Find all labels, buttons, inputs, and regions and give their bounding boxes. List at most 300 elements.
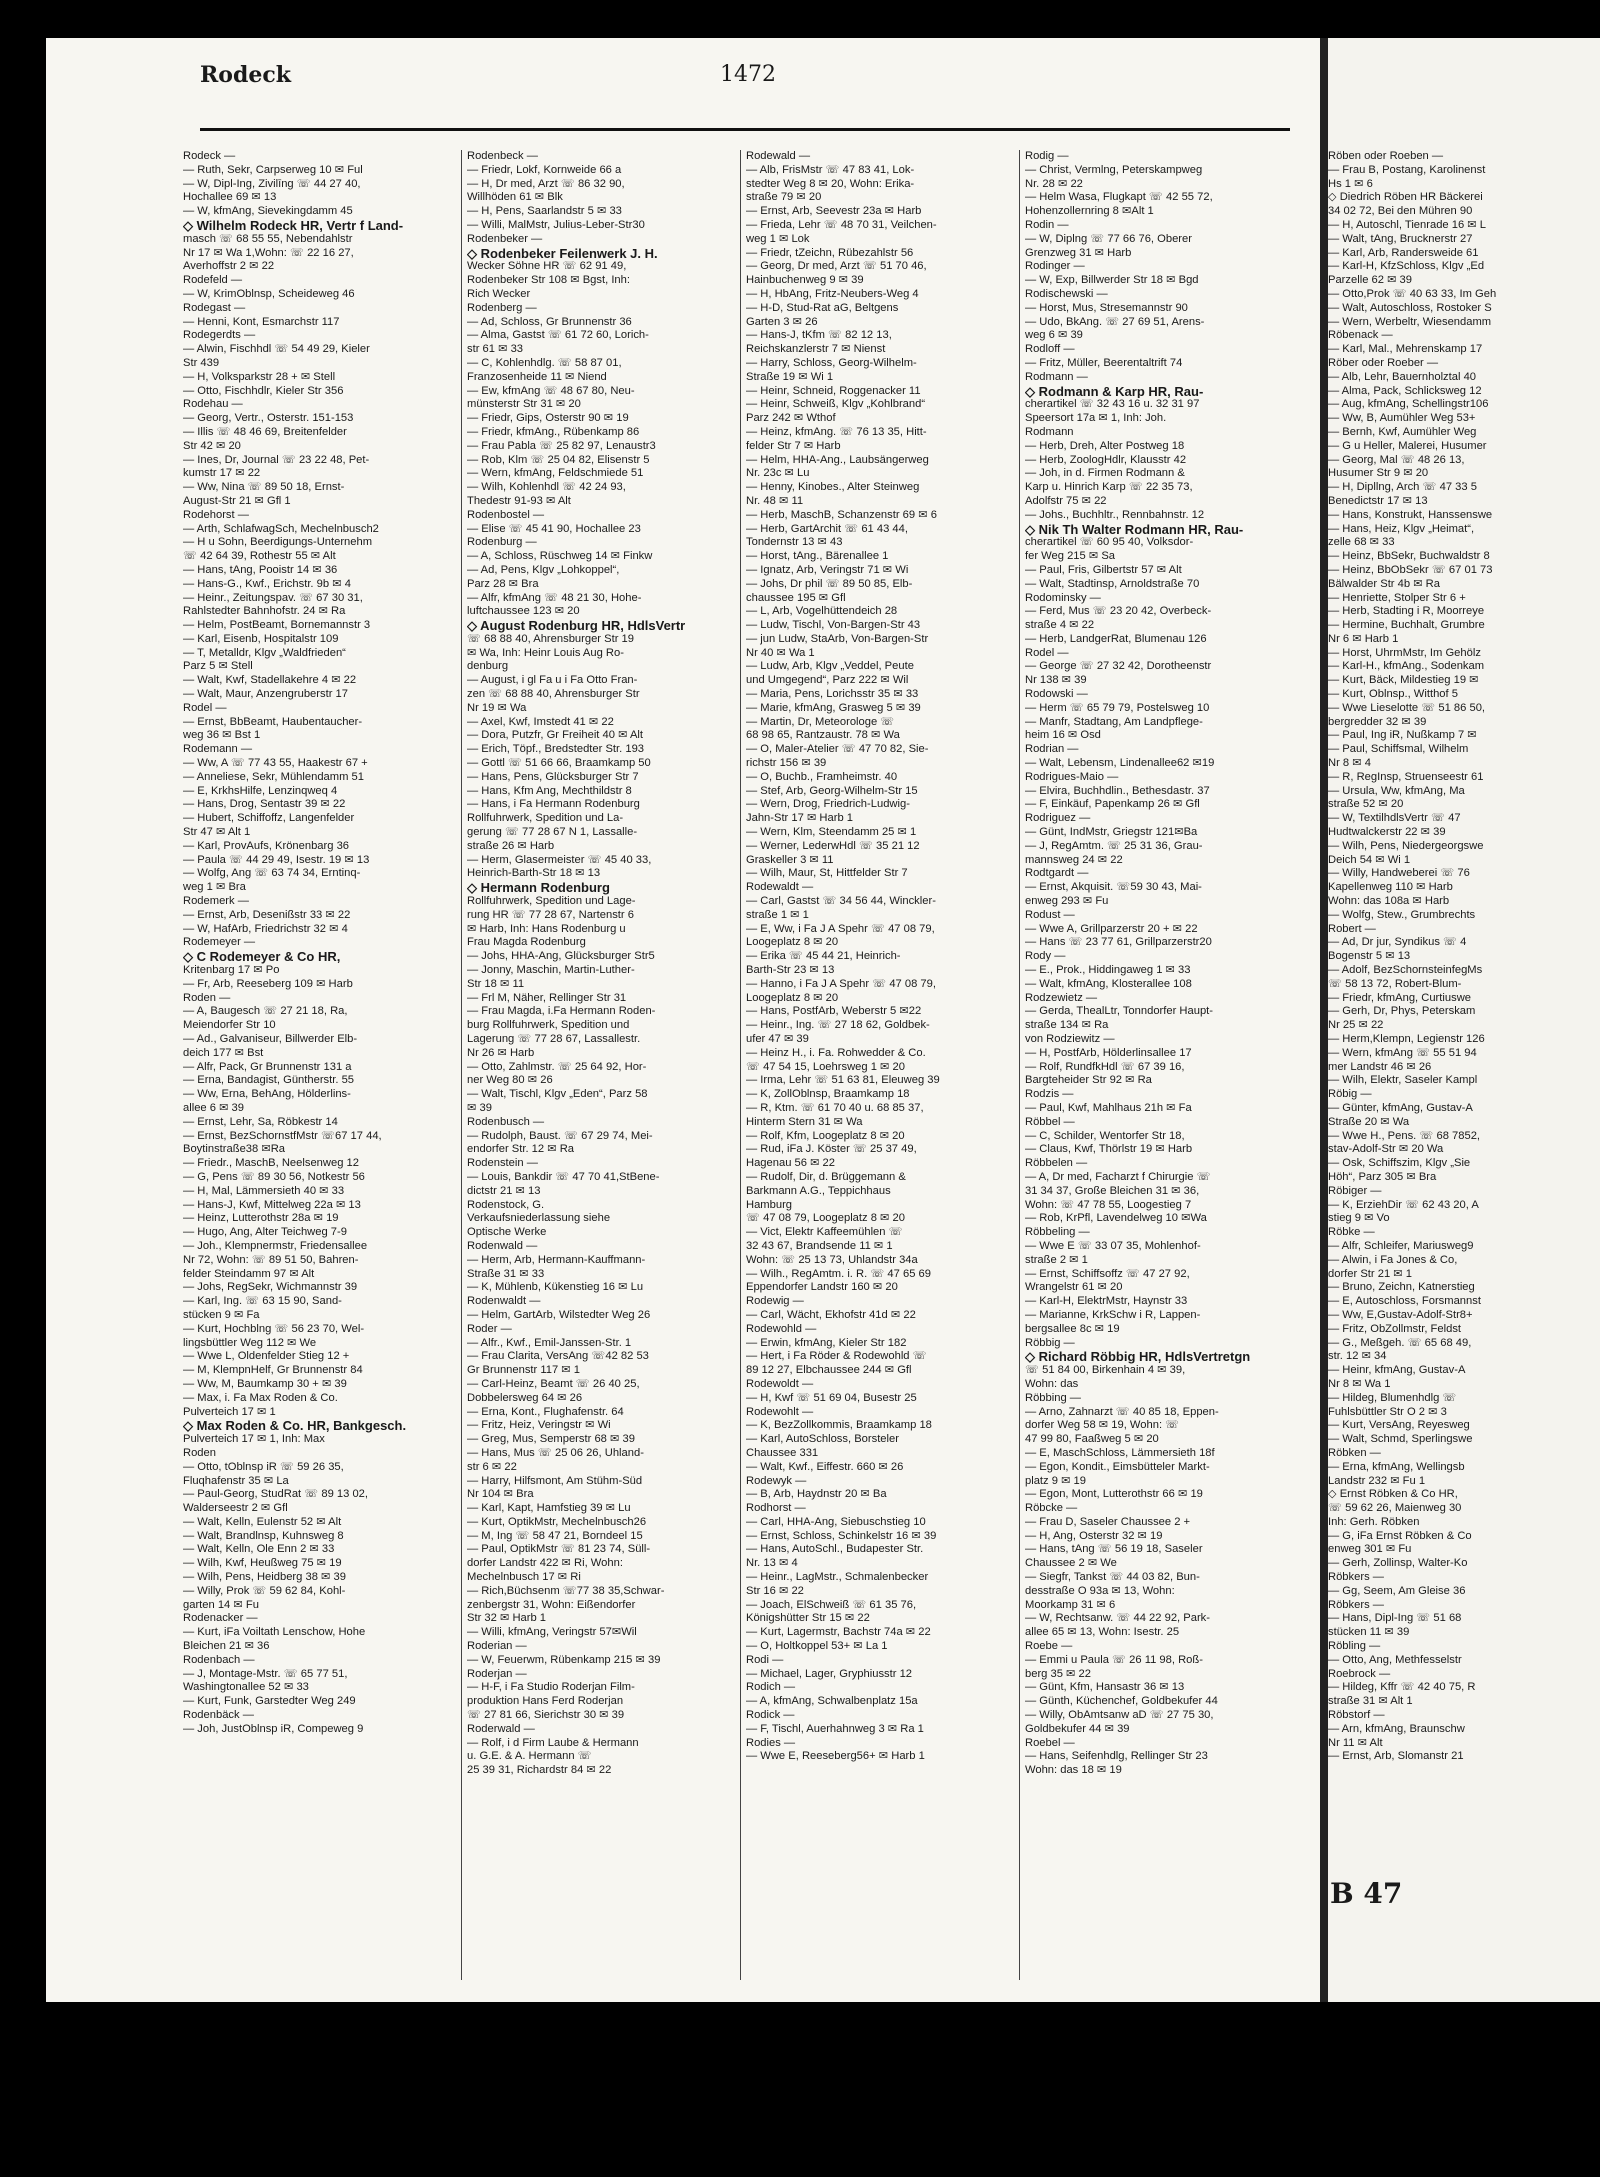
directory-entry-line: — J, Montage-Mstr. ☏ 65 77 51,	[183, 1667, 348, 1680]
directory-entry-line: — Manfr, Stadtang, Am Landpflege-	[1025, 715, 1203, 728]
directory-entry-line: Rodrian —	[1025, 743, 1079, 756]
directory-entry-line: Röbkers —	[1328, 1571, 1384, 1584]
directory-entry-line: Rollfuhrwerk, Spedition und Lage-	[467, 895, 636, 908]
directory-entry-line: Nr 19 ✉ Wa	[467, 701, 527, 714]
directory-entry-line: — Ew, kfmAng ☏ 48 67 80, Neu-	[467, 384, 635, 397]
directory-entry-line: — Erich, Töpf., Bredstedter Str. 193	[467, 743, 645, 756]
directory-entry-line: Reichskanzlerstr 7 ✉ Nienst	[746, 343, 886, 356]
directory-entry-line: — H, Dipllng, Arch ☏ 47 33 5	[1328, 481, 1477, 494]
directory-entry-line: — K, BezZollkommis, Braamkamp 18	[746, 1419, 932, 1432]
directory-entry-line: — Otto, Ang, Methfesselstr	[1328, 1653, 1462, 1666]
directory-entry-line: — O, Maler-Atelier ☏ 47 70 82, Sie-	[746, 743, 929, 756]
directory-entry-line: — Harry, Schloss, Georg-Wilhelm-	[746, 356, 917, 369]
directory-entry-line: — Heinr., Zeitungspav. ☏ 67 30 31,	[183, 591, 363, 604]
directory-entry-line: — Alwin, i Fa Jones & Co,	[1328, 1253, 1458, 1266]
directory-entry-line: — Gerh, Dr, Phys, Peterskam	[1328, 1005, 1476, 1018]
directory-entry-line: — Hans, i Fa Hermann Rodenburg	[467, 798, 640, 811]
directory-entry-line: Rodewoldt —	[746, 1377, 814, 1390]
directory-entry-line: — Illis ☏ 48 46 69, Breitenfelder	[183, 425, 347, 438]
directory-entry-line: — Hans, Drog, Sentastr 39 ✉ 22	[183, 798, 346, 811]
directory-entry-line: Roebe —	[1025, 1640, 1073, 1653]
directory-entry-line: — Günt, IndMstr, Griegstr 121✉Ba	[1025, 826, 1198, 839]
directory-entry-line: — Rob, KrPfl, Lavendelweg 10 ✉Wa	[1025, 1212, 1207, 1225]
directory-entry-line: produktion Hans Ferd Roderjan	[467, 1695, 624, 1708]
directory-entry-line: luftchaussee 123 ✉ 20	[467, 605, 580, 618]
directory-entry-line: — Marianne, KrkSchw i R, Lappen-	[1025, 1308, 1201, 1321]
directory-entry-line: Roderian —	[467, 1640, 527, 1653]
directory-entry-line: — Johs, Dr phil ☏ 89 50 85, Elb-	[746, 577, 913, 590]
directory-entry-line: stedter Weg 8 ✉ 20, Wohn: Erika-	[746, 177, 915, 190]
directory-entry-line: Rodewohld —	[746, 1322, 817, 1335]
directory-entry-line: dorfer Landstr 422 ✉ Ri, Wohn:	[467, 1557, 623, 1570]
directory-entry-line: Jahn-Str 17 ✉ Harb 1	[746, 812, 854, 825]
directory-entry-line: Verkaufsniederlassung siehe	[467, 1212, 611, 1225]
page-gutter	[1320, 38, 1328, 2002]
directory-entry-line: — Ernst, Schloss, Schinkelstr 16 ✉ 39	[746, 1529, 937, 1542]
directory-entry-line: — J, RegAmtm. ☏ 25 31 36, Grau-	[1025, 839, 1203, 852]
directory-entry-line: Hochallee 69 ✉ 13	[183, 191, 277, 204]
directory-entry-line: — Paul, Schiffsmal, Wilhelm	[1328, 743, 1469, 756]
directory-entry-line: Rodig —	[1025, 150, 1069, 162]
directory-entry-line: — Karl, Kapt, Hamfstieg 39 ✉ Lu	[467, 1502, 631, 1515]
directory-entry-line: — Alfr, Schleifer, Mariusweg9	[1328, 1239, 1474, 1252]
directory-entry-line: — K, ErziehDir ☏ 62 43 20, A	[1328, 1198, 1479, 1211]
directory-entry-line: — Frieda, Lehr ☏ 48 70 31, Veilchen-	[746, 218, 937, 231]
directory-entry-line: — E, MaschSchloss, Lämmersieth 18f	[1025, 1446, 1215, 1459]
directory-entry-line: — Herm ☏ 65 79 79, Postelsweg 10	[1025, 701, 1210, 714]
directory-entry-line: — H-F, i Fa Studio Roderjan Film-	[467, 1681, 635, 1694]
directory-entry-line: — Alma, Pack, Schlicksweg 12	[1328, 384, 1482, 397]
directory-entry-line: — H, Ang, Osterstr 32 ✉ 19	[1025, 1529, 1163, 1542]
directory-entry-line: — Herb, MaschB, Schanzenstr 69 ✉ 6	[746, 508, 937, 521]
directory-entry-line: Frau Magda Rodenburg	[467, 936, 586, 949]
directory-entry-line: heim 16 ✉ Osd	[1025, 729, 1101, 742]
directory-entry-line: — Heinr., Ing. ☏ 27 18 62, Goldbek-	[746, 1019, 930, 1032]
directory-entry-line: — Marie, kfmAng, Grasweg 5 ✉ 39	[746, 701, 921, 714]
directory-entry-line: weg 36 ✉ Bst 1	[183, 729, 261, 742]
directory-entry-line: Graskeller 3 ✉ 11	[746, 853, 834, 866]
directory-entry-line: Röbbel —	[1025, 1115, 1075, 1128]
directory-entry-line: — Wolfg, Stew., Grumbrechts	[1328, 908, 1476, 921]
directory-entry-line: Parz 28 ✉ Bra	[467, 577, 539, 590]
directory-entry-line: — Alwin, Fischhdl ☏ 54 49 29, Kieler	[183, 343, 370, 356]
directory-entry-line: — Frau Clarita, VersAng ☏42 82 53	[467, 1350, 649, 1363]
directory-entry-line: Wohn: das 18 ✉ 19	[1025, 1764, 1122, 1777]
directory-entry-line: Rodloff —	[1025, 343, 1075, 356]
directory-entry-line: Parz 242 ✉ Wthof	[746, 412, 836, 425]
directory-entry-line: — Alfr., Kwf., Emil-Janssen-Str. 1	[467, 1336, 632, 1349]
directory-entry-line: — Hubert, Schiffoffz, Langenfelder	[183, 812, 355, 825]
directory-entry-line: ◇ Richard Röbbig HR, HdlsVertretgn	[1025, 1350, 1251, 1365]
directory-entry-line: — Rudolf, Dir, d. Brüggemann &	[746, 1170, 906, 1183]
directory-entry-line: ◇ Rodmann & Karp HR, Rau-	[1025, 384, 1204, 399]
directory-entry-line: — Stef, Arb, Georg-Wilhelm-Str 15	[746, 784, 918, 797]
directory-entry-line: Hudtwalckerstr 22 ✉ 39	[1328, 826, 1446, 839]
directory-entry-line: — M, KlempnHelf, Gr Brunnenstr 84	[183, 1364, 363, 1377]
directory-entry-line: — Vict, Elektr Kaffeemühlen ☏	[746, 1226, 903, 1239]
directory-entry-line: Rodegerdts —	[183, 329, 256, 342]
directory-entry-line: denburg	[467, 660, 509, 673]
directory-entry-line: Hamburg	[746, 1198, 793, 1211]
directory-entry-line: — Hans-G., Kwf., Erichstr. 9b ✉ 4	[183, 577, 351, 590]
directory-entry-line: — Herb, GartArchit ☏ 61 43 44,	[746, 522, 908, 535]
directory-entry-line: — F, Einkäuf, Papenkamp 26 ✉ Gfl	[1025, 798, 1200, 811]
directory-entry-line: — Willy, ObAmtsanw aD ☏ 27 75 30,	[1025, 1709, 1214, 1722]
directory-entry-line: Röbenack —	[1328, 329, 1393, 342]
page-number: 1472	[720, 62, 776, 87]
directory-entry-line: — Arn, kfmAng, Braunschw	[1328, 1722, 1465, 1735]
directory-entry-line: — Herb, ZoologHdlr, Klausstr 42	[1025, 453, 1187, 466]
directory-entry-line: desstraße O 93a ✉ 13, Wohn:	[1025, 1584, 1175, 1597]
directory-entry-line: — Fr, Arb, Reeseberg 109 ✉ Harb	[183, 977, 353, 990]
directory-entry-line: ◇ Wilhelm Rodeck HR, Vertr f Land-	[183, 218, 404, 233]
directory-entry-line: — Joh, JustOblnsp iR, Compeweg 9	[183, 1722, 364, 1735]
directory-entry-line: Karp u. Hinrich Karp ☏ 22 35 73,	[1025, 481, 1193, 494]
directory-entry-line: — Paul, OptikMstr ☏ 81 23 74, Süll-	[467, 1543, 651, 1556]
directory-entry-line: stieg 9 ✉ Vo	[1328, 1212, 1390, 1225]
directory-entry-line: — Joach, ElSchweiß ☏ 61 35 76,	[746, 1598, 917, 1611]
directory-entry-line: Röber oder Roeber —	[1328, 356, 1439, 369]
directory-entry-line: — Rud, iFa J. Köster ☏ 25 37 49,	[746, 1143, 917, 1156]
directory-entry-line: Averhoffstr 2 ✉ 22	[183, 260, 275, 273]
directory-entry-line: Rodel —	[1025, 646, 1069, 659]
header-title: Rodeck	[200, 62, 291, 88]
directory-entry-line: Nr 104 ✉ Bra	[467, 1488, 534, 1501]
directory-entry-line: — Erna, Bandagist, Güntherstr. 55	[183, 1074, 355, 1087]
directory-entry-line: — Heinr, Schneid, Roggenacker 11	[746, 384, 921, 397]
directory-entry-line: — Karl, Arb, Randersweide 61	[1328, 246, 1479, 259]
directory-entry-line: — Helm Wasa, Flugkapt ☏ 42 55 72,	[1025, 191, 1213, 204]
directory-entry-line: Bleichen 21 ✉ 36	[183, 1640, 270, 1653]
directory-entry-line: — Paul-Georg, StudRat ☏ 89 13 02,	[183, 1488, 369, 1501]
directory-entry-line: — Wern, kfmAng ☏ 55 51 94	[1328, 1046, 1477, 1059]
directory-entry-line: — Heinz, BbSekr, Buchwaldstr 8	[1328, 550, 1490, 563]
directory-entry-line: — Horst, tAng., Bärenallee 1	[746, 550, 889, 563]
directory-entry-line: — Ad, Pens, Klgv „Lohkoppel“,	[467, 563, 620, 576]
footer-mark: B 47	[1330, 1877, 1403, 1910]
directory-entry-line: — Joh, in d. Firmen Rodmann &	[1025, 467, 1185, 480]
directory-entry-line: — W, TextilhdlsVertr ☏ 47	[1328, 812, 1461, 825]
directory-entry-line: Rodeck —	[183, 150, 236, 162]
directory-entry-line: — Axel, Kwf, Imstedt 41 ✉ 22	[467, 715, 614, 728]
directory-entry-line: Röbbeling —	[1025, 1226, 1090, 1239]
directory-entry-line: 32 43 67, Brandsende 11 ✉ 1	[746, 1239, 893, 1252]
directory-entry-line: — Karl, Eisenb, Hospitalstr 109	[183, 632, 339, 645]
directory-entry-line: — Kurt, iFa Voiltath Lenschow, Hohe	[183, 1626, 366, 1639]
directory-entry-line: — Ernst, Arb, Slomanstr 21	[1328, 1750, 1464, 1763]
directory-entry-line: — Hans, AutoSchl., Budapester Str.	[746, 1543, 924, 1556]
directory-entry-line: straße 31 ✉ Alt 1	[1328, 1695, 1413, 1708]
directory-entry-line: — Ernst, Arb, Desenißstr 33 ✉ 22	[183, 908, 351, 921]
directory-entry-line: — Ww, M, Baumkamp 30 + ✉ 39	[183, 1377, 347, 1390]
directory-entry-line: — Hans, Konstrukt, Hanssenswe	[1328, 508, 1493, 521]
directory-entry-line: — Elise ☏ 45 41 90, Hochallee 23	[467, 522, 641, 535]
directory-entry-line: Rich Wecker	[467, 287, 531, 300]
directory-entry-line: — Heinz, kfmAng. ☏ 76 13 35, Hitt-	[746, 425, 927, 438]
directory-entry-line: — Henny, Kinobes., Alter Steinweg	[746, 481, 920, 494]
directory-entry-line: ◇ Diedrich Röben HR Bäckerei	[1328, 191, 1483, 204]
directory-entry-line: str 6 ✉ 22	[467, 1460, 517, 1473]
directory-entry-line: — Erna, Kont., Flughafenstr. 64	[467, 1405, 624, 1418]
directory-entry-line: — Paul, Ing iR, Nußkamp 7 ✉	[1328, 729, 1477, 742]
column-divider	[740, 150, 741, 1980]
directory-entry-line: ◇ Hermann Rodenburg	[467, 881, 610, 896]
directory-entry-line: — W, KrimOblnsp, Scheideweg 46	[183, 287, 355, 300]
directory-entry-line: 47 99 80, Faaßweg 5 ✉ 20	[1025, 1433, 1159, 1446]
directory-entry-line: Loogeplatz 8 ✉ 20	[746, 991, 839, 1004]
directory-entry-line: — Frau Pabla ☏ 25 82 97, Lenaustr3	[467, 439, 656, 452]
directory-entry-line: Str 47 ✉ Alt 1	[183, 826, 251, 839]
directory-entry-line: — Hildeg, Kffr ☏ 42 40 75, R	[1328, 1681, 1476, 1694]
directory-entry-line: — Karl-H, KfzSchloss, Klgv „Ed	[1328, 260, 1485, 273]
directory-entry-line: — Ernst, BbBeamt, Haubentaucher-	[183, 715, 363, 728]
directory-entry-line: — Martin, Dr, Meteorologe ☏	[746, 715, 895, 728]
directory-entry-line: — Kurt, VersAng, Reyesweg	[1328, 1419, 1470, 1432]
directory-entry-line: straße 26 ✉ Harb	[467, 839, 555, 852]
directory-entry-line: Hs 1 ✉ 6	[1328, 177, 1373, 190]
directory-entry-line: — Ignatz, Arb, Veringstr 71 ✉ Wi	[746, 563, 909, 576]
directory-entry-line: — Gerda, ThealLtr, Tonndorfer Haupt-	[1025, 1005, 1214, 1018]
directory-entry-line: weg 1 ✉ Lok	[746, 232, 810, 245]
directory-entry-line: Röbbig —	[1025, 1336, 1075, 1349]
directory-entry-line: — Rolf, Kfm, Loogeplatz 8 ✉ 20	[746, 1129, 905, 1142]
directory-entry-line: Nr 6 ✉ Harb 1	[1328, 632, 1399, 645]
directory-entry-line: enweg 293 ✉ Fu	[1025, 895, 1109, 908]
directory-entry-line: Rodemerk —	[183, 895, 249, 908]
directory-entry-line: — Friedr, Lokf, Kornweide 66 a	[467, 163, 622, 176]
directory-entry-line: — Hans ☏ 23 77 61, Grillparzerstr20	[1025, 936, 1212, 949]
directory-entry-line: — Wilh, Pens, Heidberg 38 ✉ 39	[183, 1571, 346, 1584]
directory-entry-line: ☏ 47 08 79, Loogeplatz 8 ✉ 20	[746, 1212, 905, 1225]
directory-entry-line: — Walt, Kelln, Ole Enn 2 ✉ 33	[183, 1543, 335, 1556]
directory-entry-line: Nr 8 ✉ 4	[1328, 757, 1371, 770]
directory-entry-line: — Wilh, Kwf, Heußweg 75 ✉ 19	[183, 1557, 342, 1570]
directory-entry-line: — Osk, Schiffszim, Klgv „Sie	[1328, 1157, 1471, 1170]
directory-entry-line: — Wwe A, Grillparzerstr 20 + ✉ 22	[1025, 922, 1198, 935]
directory-entry-line: — Ad, Schloss, Gr Brunnenstr 36	[467, 315, 632, 328]
directory-column-3	[746, 150, 1004, 1764]
directory-entry-line: — Johs., Buchhltr., Rennbahnstr. 12	[1025, 508, 1205, 521]
directory-entry-line: Optische Werke	[467, 1226, 547, 1239]
page-header	[200, 62, 1290, 102]
directory-entry-line: Rodenbach —	[183, 1653, 255, 1666]
directory-entry-line: ✉ 39	[467, 1101, 492, 1114]
directory-entry-line: — Frau D, Saseler Chaussee 2 +	[1025, 1515, 1191, 1528]
directory-entry-line: fer Weg 215 ✉ Sa	[1025, 550, 1116, 563]
directory-entry-line: Straße 20 ✉ Wa	[1328, 1115, 1410, 1128]
directory-entry-line: — Friedr., MaschB, Neelsenweg 12	[183, 1157, 359, 1170]
directory-entry-line: straße 79 ✉ 20	[746, 191, 822, 204]
directory-entry-line: — Udo, BkAng. ☏ 27 69 51, Arens-	[1025, 315, 1205, 328]
directory-entry-line: str 61 ✉ 33	[467, 343, 524, 356]
directory-entry-line: Benedictstr 17 ✉ 13	[1328, 494, 1428, 507]
directory-entry-line: — Ernst, BezSchornstfMstr ☏67 17 44,	[183, 1129, 382, 1142]
directory-entry-line: — Helm, PostBeamt, Bornemannstr 3	[183, 619, 371, 632]
directory-entry-line: 31 34 37, Große Bleichen 31 ✉ 36,	[1025, 1184, 1200, 1197]
directory-entry-line: Bargteheider Str 92 ✉ Ra	[1025, 1074, 1152, 1087]
directory-entry-line: — Wilh, Pens, Niedergeorgswe	[1328, 839, 1484, 852]
directory-entry-line: — H, Volksparkstr 28 + ✉ Stell	[183, 370, 336, 383]
directory-entry-line: — H, HbAng, Fritz-Neubers-Weg 4	[746, 287, 919, 300]
directory-entry-line: — H, Kwf ☏ 51 69 04, Busestr 25	[746, 1391, 917, 1404]
directory-entry-line: — Aug, kfmAng, Schellingstr106	[1328, 398, 1489, 411]
directory-entry-line: — Herm, Arb, Hermann-Kauffmann-	[467, 1253, 646, 1266]
directory-entry-line: — H, Mal, Lämmersieth 40 ✉ 33	[183, 1184, 345, 1197]
directory-entry-line: bergsallee 8c ✉ 19	[1025, 1322, 1120, 1335]
directory-entry-line: — Ww, A ☏ 77 43 55, Haakestr 67 +	[183, 757, 368, 770]
directory-entry-line: ◇ Ernst Röbken & Co HR,	[1328, 1488, 1458, 1501]
directory-entry-line: Rodenacker —	[183, 1612, 258, 1625]
directory-entry-line: Goldbekufer 44 ✉ 39	[1025, 1722, 1130, 1735]
directory-entry-line: platz 9 ✉ 19	[1025, 1474, 1086, 1487]
directory-entry-line: — H-D, Stud-Rat aG, Beltgens	[746, 301, 899, 314]
directory-entry-line: felder Steindamm 97 ✉ Alt	[183, 1267, 315, 1280]
directory-entry-line: burg Rollfuhrwerk, Spedition und	[467, 1019, 630, 1032]
directory-entry-line: Rodowski —	[1025, 688, 1088, 701]
directory-entry-line: — Ww, E,Gustav-Adolf-Str8+	[1328, 1308, 1473, 1321]
directory-entry-line: Nr. 28 ✉ 22	[1025, 177, 1083, 190]
directory-entry-line: 34 02 72, Bei den Mühren 90	[1328, 205, 1473, 218]
directory-entry-line: — Erna, kfmAng, Wellingsb	[1328, 1460, 1465, 1473]
directory-entry-line: — Wwe Lieselotte ☏ 51 86 50,	[1328, 701, 1486, 714]
directory-entry-line: straße 4 ✉ 22	[1025, 619, 1095, 632]
directory-entry-line: straße 52 ✉ 20	[1328, 798, 1404, 811]
directory-entry-line: — Horst, Mus, Stresemannstr 90	[1025, 301, 1188, 314]
directory-entry-line: — August, i gl Fa u i Fa Otto Fran-	[467, 674, 638, 687]
directory-entry-line: Rodick —	[746, 1709, 795, 1722]
directory-entry-line: Landstr 232 ✉ Fu 1	[1328, 1474, 1426, 1487]
directory-entry-line: — E, Autoschloss, Forsmannst	[1328, 1295, 1481, 1308]
directory-entry-line: Rodin —	[1025, 218, 1069, 231]
directory-entry-line: Roebrock —	[1328, 1667, 1391, 1680]
directory-entry-line: — Karl-H, ElektrMstr, Haynstr 33	[1025, 1295, 1188, 1308]
directory-entry-line: — R, RegInsp, Struenseestr 61	[1328, 770, 1484, 783]
directory-entry-line: ✉ Wa, Inh: Heinr Louis Aug Ro-	[467, 646, 624, 659]
directory-entry-line: — Hermine, Buchhalt, Grumbre	[1328, 619, 1485, 632]
directory-entry-line: Chaussee 331	[746, 1446, 819, 1459]
directory-entry-line: — Herb, Stadting i R, Moorreye	[1328, 605, 1485, 618]
directory-entry-line: — Helm, HHA-Ang., Laubsängerweg	[746, 453, 929, 466]
directory-entry-line: — Ww, Nina ☏ 89 50 18, Ernst-	[183, 481, 345, 494]
directory-entry-line: Rodenbusch —	[467, 1115, 545, 1128]
directory-entry-line: — Karl, Ing. ☏ 63 15 90, Sand-	[183, 1295, 342, 1308]
directory-entry-line: Rodischewski —	[1025, 287, 1108, 300]
directory-entry-line: Boytinstraße38 ✉Ra	[183, 1143, 286, 1156]
directory-entry-line: u. G.E. & A. Hermann ☏	[467, 1750, 592, 1763]
directory-entry-line: dorfer Str 21 ✉ 1	[1328, 1267, 1412, 1280]
directory-entry-line: Röbig —	[1328, 1088, 1372, 1101]
directory-entry-line: Nr. 23c ✉ Lu	[746, 467, 810, 480]
directory-entry-line: Nr 26 ✉ Harb	[467, 1046, 535, 1059]
directory-entry-line: Röbken —	[1328, 1446, 1381, 1459]
directory-entry-line: Kritenbarg 17 ✉ Po	[183, 964, 280, 977]
directory-entry-line: — Ruth, Sekr, Carpserweg 10 ✉ Ful	[183, 163, 363, 176]
directory-entry-line: — Kurt, Funk, Garstedter Weg 249	[183, 1695, 356, 1708]
directory-entry-line: — Jonny, Maschin, Martin-Luther-	[467, 964, 635, 977]
directory-entry-line: — Friedr, kfmAng, Curtiuswe	[1328, 991, 1471, 1004]
directory-entry-line: — Bruno, Zeichn, Katnerstieg	[1328, 1281, 1475, 1294]
directory-entry-line: Franzosenheide 11 ✉ Niend	[467, 370, 607, 383]
directory-entry-line: — Ludw, Arb, Klgv „Veddel, Peute	[746, 660, 914, 673]
directory-entry-line: ◇ August Rodenburg HR, HdlsVertr	[467, 619, 686, 633]
directory-entry-line: ☏ 42 64 39, Rothestr 55 ✉ Alt	[183, 550, 336, 563]
directory-entry-line: — Claus, Kwf, Thörlstr 19 ✉ Harb	[1025, 1143, 1193, 1156]
directory-entry-line: 68 98 65, Rantzaustr. 78 ✉ Wa	[746, 729, 900, 742]
directory-entry-line: Röben oder Roeben —	[1328, 150, 1444, 162]
directory-entry-line: Hinterm Stern 31 ✉ Wa	[746, 1115, 863, 1128]
directory-entry-line: cherartikel ☏ 32 43 16 u. 32 31 97	[1025, 398, 1200, 411]
directory-entry-line: Rodenbäck —	[183, 1709, 254, 1722]
directory-entry-line: ◇ Rodenbeker Feilenwerk J. H.	[467, 246, 658, 261]
directory-entry-line: — B, Arb, Haydnstr 20 ✉ Ba	[746, 1488, 887, 1501]
directory-entry-line: Moorkamp 31 ✉ 6	[1025, 1598, 1116, 1611]
directory-entry-line: Rodriguez —	[1025, 812, 1091, 825]
directory-entry-line: — Frau Magda, i.Fa Hermann Roden-	[467, 1005, 656, 1018]
directory-entry-line: mer Landstr 46 ✉ 26	[1328, 1060, 1432, 1073]
directory-entry-line: endorfer Str. 12 ✉ Ra	[467, 1143, 575, 1156]
directory-entry-line: ufer 47 ✉ 39	[746, 1033, 809, 1045]
directory-entry-line: — E, Ww, i Fa J A Spehr ☏ 47 08 79,	[746, 922, 935, 935]
directory-entry-line: Rody —	[1025, 950, 1066, 963]
directory-entry-line: Str 42 ✉ 20	[183, 439, 241, 452]
directory-entry-line: Mechelnbusch 17 ✉ Ri	[467, 1571, 581, 1584]
directory-entry-line: — Karl, Mal., Mehrenskamp 17	[1328, 343, 1483, 356]
directory-entry-line: stücken 11 ✉ 39	[1328, 1626, 1410, 1639]
directory-entry-line: Str 16 ✉ 22	[746, 1584, 804, 1597]
directory-entry-line: Eppendorfer Landstr 160 ✉ 20	[746, 1281, 898, 1294]
directory-entry-line: — R, Ktm. ☏ 61 70 40 u. 68 85 37,	[746, 1101, 924, 1114]
directory-entry-line: Rodewaldt —	[746, 881, 814, 894]
directory-entry-line: chaussee 195 ✉ Gfl	[746, 591, 846, 604]
directory-entry-line: — Fritz, Heiz, Veringstr ✉ Wi	[467, 1419, 611, 1432]
directory-entry-line: — Friedr, tZeichn, Rübezahlstr 56	[746, 246, 914, 259]
directory-entry-line: — Friedr, Gips, Osterstr 90 ✉ 19	[467, 412, 629, 425]
directory-entry-line: Rodenburg —	[467, 536, 537, 549]
directory-entry-line: Rodominsky —	[1025, 591, 1101, 604]
directory-entry-line: Loogeplatz 8 ✉ 20	[746, 936, 839, 949]
directory-entry-line: — Hugo, Ang, Alter Teichweg 7-9	[183, 1226, 347, 1239]
directory-column-4	[1025, 150, 1283, 1778]
directory-entry-line: — Maria, Pens, Lorichsstr 35 ✉ 33	[746, 688, 919, 701]
directory-entry-line: — H, Pens, Saarlandstr 5 ✉ 33	[467, 205, 622, 218]
directory-entry-line: weg 6 ✉ 39	[1025, 329, 1083, 342]
directory-entry-line: Washingtonallee 52 ✉ 33	[183, 1681, 309, 1694]
directory-entry-line: Rodzewietz —	[1025, 991, 1098, 1004]
directory-entry-line: Kapellenweg 110 ✉ Harb	[1328, 881, 1453, 894]
facing-page-column	[1328, 150, 1600, 1764]
directory-entry-line: Nr. 13 ✉ 4	[746, 1557, 798, 1570]
directory-entry-line: — Alfr, Pack, Gr Brunnenstr 131 a	[183, 1060, 352, 1073]
directory-entry-line: Deich 54 ✉ Wi 1	[1328, 853, 1411, 866]
directory-entry-line: — Heinr., LagMstr., Schmalenbecker	[746, 1571, 929, 1584]
directory-entry-line: — E., Prok., Hiddingaweg 1 ✉ 33	[1025, 964, 1191, 977]
directory-entry-line: — Ernst, Akquisit. ☏59 30 43, Mai-	[1025, 881, 1202, 894]
directory-entry-line: — Otto, Fischhdlr, Kieler Str 356	[183, 384, 344, 397]
directory-column-2	[467, 150, 725, 1778]
directory-entry-line: Pulverteich 17 ✉ 1, Inh: Max	[183, 1433, 325, 1446]
directory-entry-line: — Wwe L, Oldenfelder Stieg 12 +	[183, 1350, 350, 1363]
directory-entry-line: Wohn: das	[1025, 1377, 1079, 1390]
directory-entry-line: Garten 3 ✉ 26	[746, 315, 818, 328]
directory-entry-line: — Ww, B, Aumühler Weg 53+	[1328, 412, 1476, 425]
directory-entry-line: zelle 68 ✉ 33	[1328, 536, 1395, 549]
directory-entry-line: Röbling —	[1328, 1640, 1381, 1653]
directory-entry-line: Rodust —	[1025, 908, 1075, 921]
directory-entry-line: Röbkers —	[1328, 1598, 1384, 1611]
directory-entry-line: — Günter, kfmAng, Gustav-A	[1328, 1101, 1473, 1114]
directory-entry-line: — Carl-Heinz, Beamt ☏ 26 40 25,	[467, 1377, 640, 1390]
directory-entry-line: — Herb, LandgerRat, Blumenau 126	[1025, 632, 1207, 645]
